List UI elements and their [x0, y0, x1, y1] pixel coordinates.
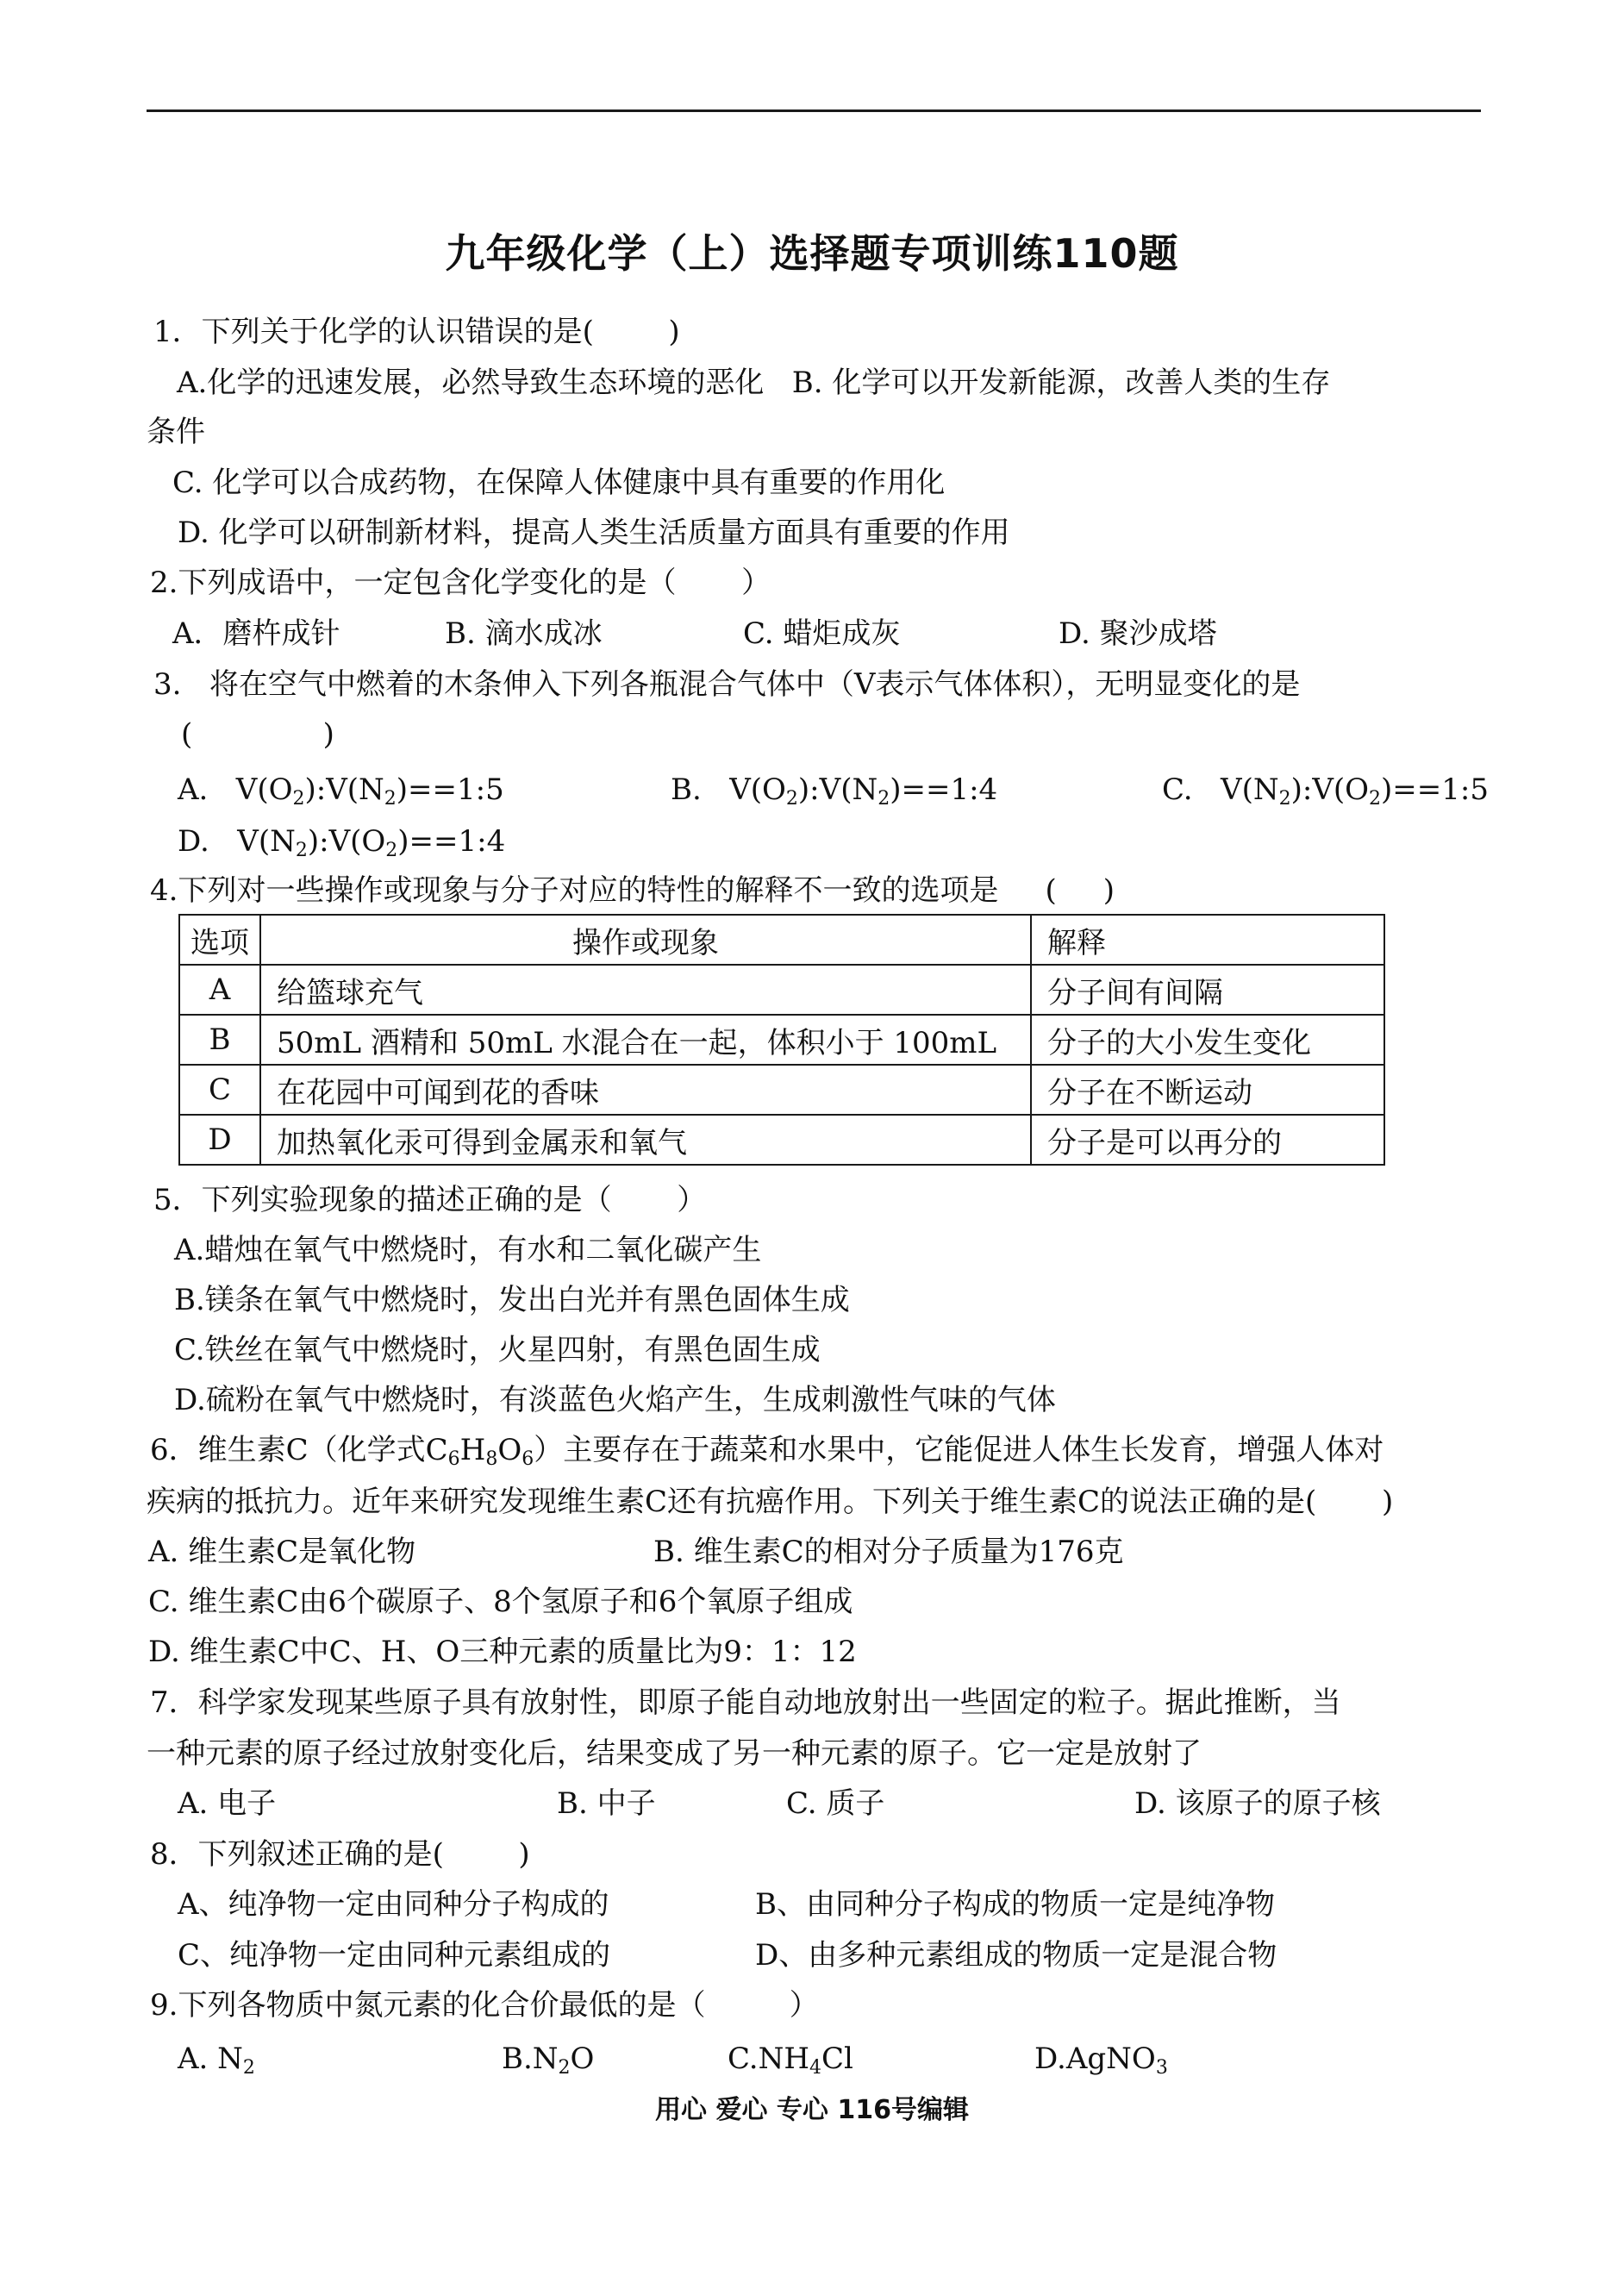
- table-cell: 50mL 酒精和 50mL 水混合在一起，体积小于 100mL: [260, 1015, 1031, 1065]
- page-footer: 用心 爱心 专心 116号编辑: [655, 2095, 969, 2125]
- table-cell: C: [179, 1065, 260, 1115]
- table-row: [179, 1115, 1384, 1165]
- table-cell: 分子的大小发生变化: [1031, 1015, 1384, 1065]
- question-8-option-b: B、由同种分子构成的物质一定是纯净物: [755, 1887, 1275, 1922]
- question-9-option-c: $C.NH_4Cl$: [728, 2042, 853, 2079]
- question-5-option-c: C.铁丝在氧气中燃烧时，火星四射，有黑色固生成: [174, 1333, 821, 1367]
- question-6-stem-continued: 疾病的抵抗力。近年来研究发现维生素C还有抗癌作用。下列关于维生素C的说法正确的是( ): [147, 1485, 1394, 1519]
- question-3-option-b: B. $V(O_2):V(N_2)==1:4$: [671, 772, 998, 810]
- table-row: [179, 965, 1384, 1015]
- question-6-option-b: B. 维生素C的相对分子质量为176克: [653, 1535, 1124, 1569]
- question-8-stem: 8．下列叙述正确的是( ): [150, 1837, 530, 1872]
- question-5-stem: 5．下列实验现象的描述正确的是（ ）: [153, 1183, 707, 1217]
- question-2-stem: 2.下列成语中，一定包含化学变化的是（ ）: [150, 566, 771, 600]
- table-cell: 在花园中可闻到花的香味: [260, 1065, 1031, 1115]
- table-header-cell: 选项: [179, 915, 260, 965]
- question-1-option-c: C. 化学可以合成药物，在保障人体健康中具有重要的作用化: [172, 466, 946, 500]
- question-8-option-d: D、由多种元素组成的物质一定是混合物: [755, 1938, 1277, 1973]
- question-5-option-a: A.蜡烛在氧气中燃烧时，有水和二氧化碳产生: [174, 1233, 762, 1267]
- question-2-option-a: A．磨杵成针: [172, 616, 340, 651]
- question-8-option-a: A、纯净物一定由同种分子构成的: [178, 1887, 609, 1922]
- table-cell: 加热氧化汞可得到金属汞和氧气: [260, 1115, 1031, 1165]
- question-3-option-d: D. $V(N_2):V(O_2)==1:4$: [178, 824, 506, 861]
- question-1-stem: 1．下列关于化学的认识错误的是( ): [153, 315, 680, 349]
- question-4-table: [178, 914, 1385, 1166]
- table-header-cell: 操作或现象: [260, 915, 1031, 965]
- question-8-option-c: C、纯净物一定由同种元素组成的: [178, 1938, 611, 1973]
- table-cell: 分子是可以再分的: [1031, 1115, 1384, 1165]
- table-cell: 给篮球充气: [260, 965, 1031, 1015]
- question-1-options-ab: A.化学的迅速发展，必然导致生态环境的恶化 B. 化学可以开发新能源，改善人类的生存: [177, 366, 1331, 400]
- question-7-stem: 7．科学家发现某些原子具有放射性，即原子能自动地放射出一些固定的粒子。据此推断，当: [150, 1685, 1341, 1720]
- question-1-option-d: D. 化学可以研制新材料，提高人类生活质量方面具有重要的作用: [178, 516, 1010, 550]
- table-row: [179, 1065, 1384, 1115]
- table-header-row: [179, 915, 1384, 965]
- table-header-cell: 解释: [1031, 915, 1384, 965]
- table-cell: B: [179, 1015, 260, 1065]
- table-row: [179, 1015, 1384, 1065]
- question-6-option-c: C. 维生素C由6个碳原子、8个氢原子和6个氧原子组成: [148, 1585, 853, 1619]
- question-2-option-b: B. 滴水成冰: [445, 616, 603, 651]
- table-cell: D: [179, 1115, 260, 1165]
- question-6-stem: 6．维生素C（化学式$C_6H_8O_6$）主要存在于蔬菜和水果中，它能促进人体生长发育，增强人体对: [150, 1433, 1384, 1470]
- table-cell: 分子间有间隔: [1031, 965, 1384, 1015]
- question-7-option-b: B. 中子: [557, 1786, 656, 1821]
- question-1-options-ab-continued: 条件: [147, 415, 205, 449]
- question-9-option-a: A. $N_2$: [178, 2042, 255, 2079]
- question-3-answer-paren: ( ): [181, 717, 334, 752]
- question-6-option-d: D. 维生素C中C、H、O三种元素的质量比为9：1：12: [148, 1635, 857, 1669]
- question-6-option-a: A. 维生素C是氧化物: [148, 1535, 416, 1569]
- question-3-option-a: A. $V(O_2):V(N_2)==1:5$: [178, 772, 504, 810]
- question-5-option-b: B.镁条在氧气中燃烧时，发出白光并有黑色固体生成: [174, 1283, 850, 1317]
- question-7-stem-continued: 一种元素的原子经过放射变化后，结果变成了另一种元素的原子。它一定是放射了: [147, 1736, 1202, 1771]
- question-7-option-d: D. 该原子的原子核: [1134, 1786, 1381, 1821]
- question-7-option-c: C. 质子: [786, 1786, 885, 1821]
- question-9-option-d: D.AgNO$_3$: [1034, 2042, 1168, 2079]
- question-7-option-a: A. 电子: [178, 1786, 277, 1821]
- question-9-stem: 9.下列各物质中氮元素的化合价最低的是（ ）: [150, 1988, 819, 2023]
- question-3-stem: 3. 将在空气中燃着的木条伸入下列各瓶混合气体中（V表示气体体积），无明显变化的是: [153, 667, 1301, 702]
- question-2-option-d: D. 聚沙成塔: [1059, 616, 1217, 651]
- table-cell: 分子在不断运动: [1031, 1065, 1384, 1115]
- question-9-option-b: $B.N_2O$: [502, 2042, 595, 2079]
- question-4-stem: 4.下列对一些操作或现象与分子对应的特性的解释不一致的选项是 ( ): [150, 873, 1115, 908]
- question-3-option-c: C. $V(N_2):V(O_2)==1:5$: [1162, 772, 1489, 810]
- question-5-option-d: D.硫粉在氧气中燃烧时，有淡蓝色火焰产生，生成刺激性气味的气体: [174, 1383, 1056, 1417]
- question-2-option-c: C. 蜡炬成灰: [743, 616, 901, 651]
- table-cell: A: [179, 965, 260, 1015]
- header-rule: [147, 109, 1481, 112]
- page-title: 九年级化学（上）选择题专项训练110题: [445, 230, 1179, 277]
